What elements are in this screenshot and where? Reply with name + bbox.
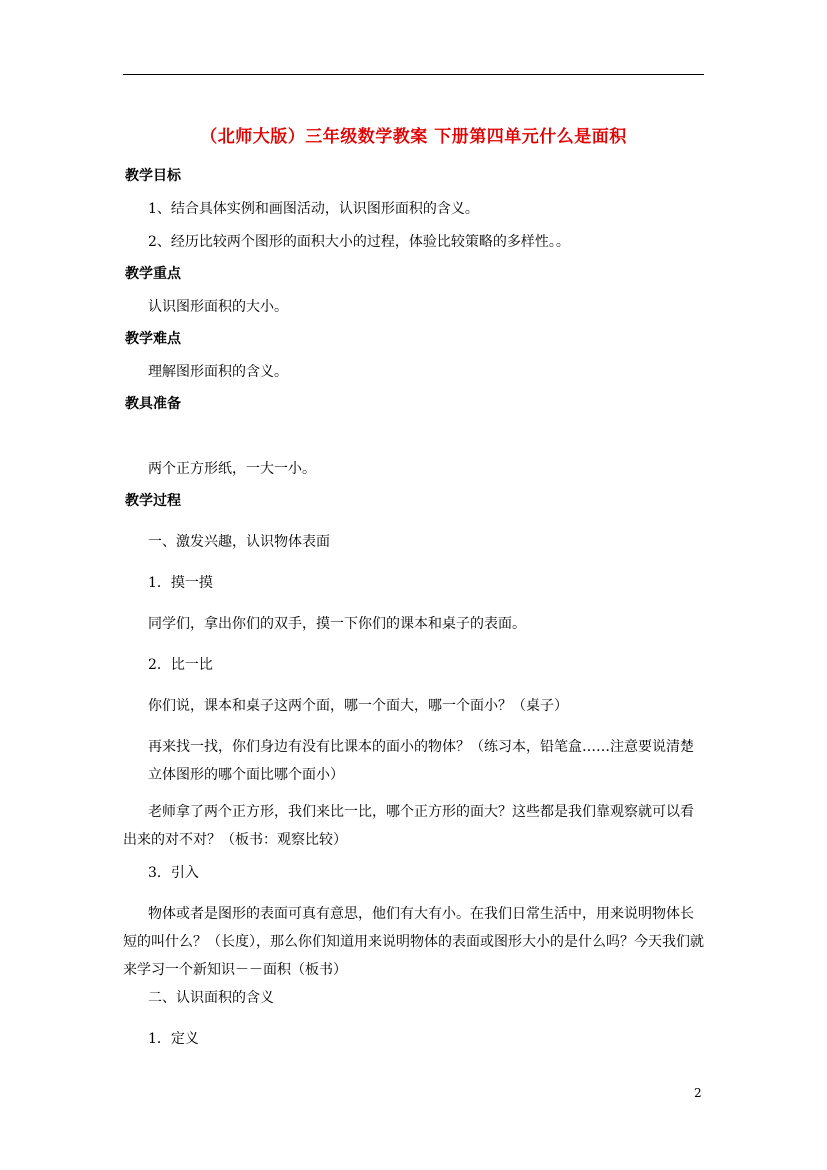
- heading-teaching-key: 教学重点: [125, 266, 181, 282]
- process-step-1-2: 2．比一比: [148, 657, 213, 673]
- process-paragraph: [123, 798, 704, 854]
- process-paragraph: [123, 733, 704, 789]
- goal-item-1: 1、结合具体实例和画图活动，认识图形面积的含义。: [148, 201, 479, 217]
- process-paragraph: 同学们，拿出你们的双手，摸一下你们的课本和桌子的表面。: [148, 616, 526, 632]
- process-step-1-1: 1．摸一摸: [148, 575, 213, 591]
- heading-teaching-tools: 教具准备: [125, 396, 181, 412]
- header-rule: [123, 74, 704, 75]
- process-step-1-3: 3．引入: [148, 865, 199, 881]
- difficulty-text: 理解图形面积的含义。: [148, 364, 288, 380]
- heading-teaching-difficulty: 教学难点: [125, 331, 181, 347]
- process-paragraph-text: 再来找一找，你们身边有没有比课本的面小的物体？（练习本，铅笔盒……注意要说清楚立体图形的哪个面比哪个面小）: [148, 739, 694, 783]
- tools-text: 两个正方形纸，一大一小。: [148, 461, 316, 477]
- document-title: （北师大版）三年级数学教案 下册第四单元什么是面积: [200, 127, 627, 147]
- process-step-2: 二、认识面积的含义: [148, 990, 274, 1006]
- key-text: 认识图形面积的大小。: [148, 299, 288, 315]
- process-paragraph: [123, 900, 704, 984]
- process-step-2-1: 1．定义: [148, 1031, 199, 1047]
- page-number: 2: [694, 1086, 702, 1100]
- process-paragraph-text: 老师拿了两个正方形，我们来比一比，哪个正方形的面大？这些都是我们靠观察就可以看出来的对不对？（板书：观察比较）: [123, 804, 694, 848]
- process-paragraph-text: 物体或者是图形的表面可真有意思，他们有大有小。在我们日常生活中，用来说明物体长短的叫什么？（长度），那么你们知道用来说明物体的表面或图形大小的是什么吗？今天我们就来学习一个新知识－－面积（板书）: [123, 906, 704, 978]
- goal-item-2: 2、经历比较两个图形的面积大小的过程，体验比较策略的多样性。。: [148, 234, 570, 250]
- process-paragraph: 你们说，课本和桌子这两个面，哪一个面大，哪一个面小？（桌子）: [148, 698, 568, 714]
- heading-teaching-goals: 教学目标: [125, 168, 181, 184]
- process-step-1: 一、激发兴趣，认识物体表面: [148, 534, 330, 550]
- heading-teaching-process: 教学过程: [125, 493, 181, 509]
